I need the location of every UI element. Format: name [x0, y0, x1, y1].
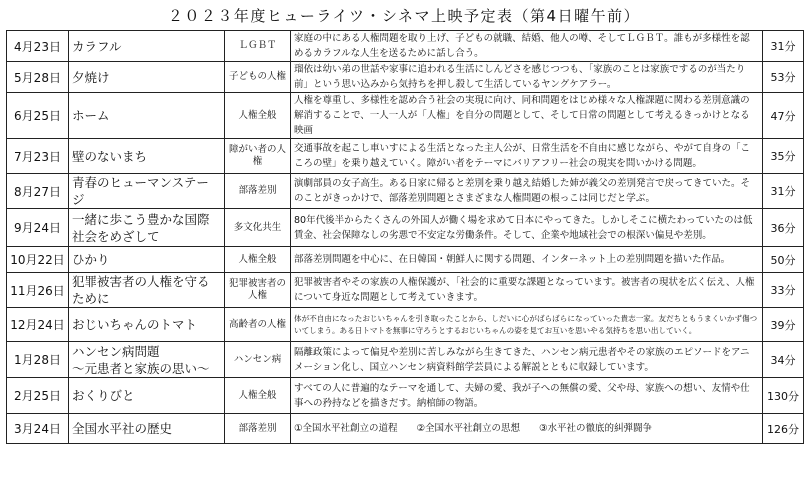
film-title: カラフル [69, 31, 225, 62]
film-title: おくりびと [69, 378, 225, 414]
film-description: 人権を尊重し、多様性を認め合う社会の実現に向け、同和問題をはじめ様々な人権課題に関わる差別意識の解消することで、一人一人が「人権」を自分の問題として、そして日常の問題として考えるきっかけとなる映画 [291, 93, 763, 139]
film-title: ひかり [69, 247, 225, 273]
film-description: 演劇部員の女子高生。ある日家に帰ると差別を乗り越え結婚した姉が義父の差別発言で戻ってきていた。そのことがきっかけで、部落差別問題とさまざまな人権問題の根っこは同じだと学ぶ。 [291, 174, 763, 209]
film-title: ハンセン病問題 ～元患者と家族の思い～ [69, 342, 225, 378]
screening-date: 6月25日 [7, 93, 69, 139]
film-category: 部落差別 [225, 414, 291, 444]
film-duration: 53分 [763, 62, 804, 93]
film-duration: 33分 [763, 273, 804, 308]
screening-date: 1月28日 [7, 342, 69, 378]
film-description: 部落差別問題を中心に、在日韓国・朝鮮人に関する問題、インターネット上の差別問題を描いた作品。 [291, 247, 763, 273]
film-description: 家庭の中にある人権問題を取り上げ、子どもの就職、結婚、他人の噂、そしてＬＧＢＴ。誰もが多様性を認めるカラフルな人生を送るために話し合う。 [291, 31, 763, 62]
table-row [7, 139, 804, 174]
screening-date: 11月26日 [7, 273, 69, 308]
film-duration: 130分 [763, 378, 804, 414]
film-description: 隔離政策によって偏見や差別に苦しみながら生きてきた、ハンセン病元患者やその家族のエピソードをアニメーション化し、国立ハンセン病資料館学芸員による解説とともに収録しています。 [291, 342, 763, 378]
screening-date: 2月25日 [7, 378, 69, 414]
screening-date: 3月24日 [7, 414, 69, 444]
schedule-table [6, 30, 804, 444]
film-duration: 47分 [763, 93, 804, 139]
film-category: 犯罪被害者の人権 [225, 273, 291, 308]
film-duration: 36分 [763, 209, 804, 247]
film-title: 全国水平社の歴史 [69, 414, 225, 444]
table-row [7, 62, 804, 93]
screening-date: 8月27日 [7, 174, 69, 209]
film-category: 人権全般 [225, 247, 291, 273]
film-description: 交通事故を起こし車いすによる生活となった主人公が、日常生活を不自由に感じながら、やがて自身の「こころの壁」を乗り越えていく。障がい者をテーマにバリアフリー社会の現実を問いかける問題。 [291, 139, 763, 174]
film-category: ハンセン病 [225, 342, 291, 378]
schedule-rows [7, 31, 804, 444]
film-duration: 39分 [763, 308, 804, 342]
film-description: 体が不自由になったおじいちゃんを引き取ったことから、しだいに心がばらばらになっていった貴志一家。友だちともうまくいかず傷ついてしまう。ある日トマトを無事に守ろうとするおじいちゃんの姿を見てお互いを思いやる気持ちを思い出していく。 [291, 308, 763, 342]
film-title: 青春のヒューマンステージ [69, 174, 225, 209]
film-category: 子どもの人権 [225, 62, 291, 93]
table-row [7, 273, 804, 308]
film-duration: 34分 [763, 342, 804, 378]
film-duration: 31分 [763, 31, 804, 62]
film-category: 障がい者の人権 [225, 139, 291, 174]
table-row [7, 342, 804, 378]
table-row [7, 247, 804, 273]
film-description: ①全国水平社創立の道程 ②全国水平社創立の思想 ③水平社の徹底的糾弾闘争 [291, 414, 763, 444]
film-category: 多文化共生 [225, 209, 291, 247]
film-category: 高齢者の人権 [225, 308, 291, 342]
film-description: 瑠依は幼い弟の世話や家事に追われる生活にしんどさを感じつつも、「家族のことは家族でするのが当たり前」という思い込みから気持ちを押し殺して生活しているヤングケアラー。 [291, 62, 763, 93]
film-title: 一緒に歩こう豊かな国際社会をめざして [69, 209, 225, 247]
film-duration: 31分 [763, 174, 804, 209]
film-title: 壁のないまち [69, 139, 225, 174]
table-row [7, 308, 804, 342]
film-category: 人権全般 [225, 378, 291, 414]
film-description: 80年代後半からたくさんの外国人が働く場を求めて日本にやってきた。しかしそこに横たわっていたのは低賃金、社会保障なしの劣悪で不安定な労働条件。そして、企業や地域社会での根深い偏見や差別。 [291, 209, 763, 247]
screening-date: 4月23日 [7, 31, 69, 62]
screening-date: 7月23日 [7, 139, 69, 174]
film-description: 犯罪被害者やその家族の人権保護が、「社会的に重要な課題となっています。被害者の現状を広く伝え、人権について身近な問題として考えていきます。 [291, 273, 763, 308]
film-title: 犯罪被害者の人権を守るために [69, 273, 225, 308]
film-description: すべての人に普遍的なテーマを通して、夫婦の愛、我が子への無償の愛、父や母、家族への想い、友情や仕事への矜持などを描きだす。納棺師の物語。 [291, 378, 763, 414]
film-title: 夕焼け [69, 62, 225, 93]
table-row [7, 174, 804, 209]
film-duration: 50分 [763, 247, 804, 273]
film-duration: 126分 [763, 414, 804, 444]
screening-date: 5月28日 [7, 62, 69, 93]
table-row [7, 93, 804, 139]
screening-date: 10月22日 [7, 247, 69, 273]
table-row [7, 378, 804, 414]
film-category: ＬＧＢＴ [225, 31, 291, 62]
screening-date: 9月24日 [7, 209, 69, 247]
film-duration: 35分 [763, 139, 804, 174]
film-title: おじいちゃんのトマト [69, 308, 225, 342]
film-title: ホーム [69, 93, 225, 139]
film-category: 部落差別 [225, 174, 291, 209]
page-title: ２０２３年度ヒューライツ・シネマ上映予定表（第4日曜午前） [167, 7, 641, 25]
screening-date: 12月24日 [7, 308, 69, 342]
table-row [7, 209, 804, 247]
table-row [7, 414, 804, 444]
film-category: 人権全般 [225, 93, 291, 139]
table-row [7, 31, 804, 62]
